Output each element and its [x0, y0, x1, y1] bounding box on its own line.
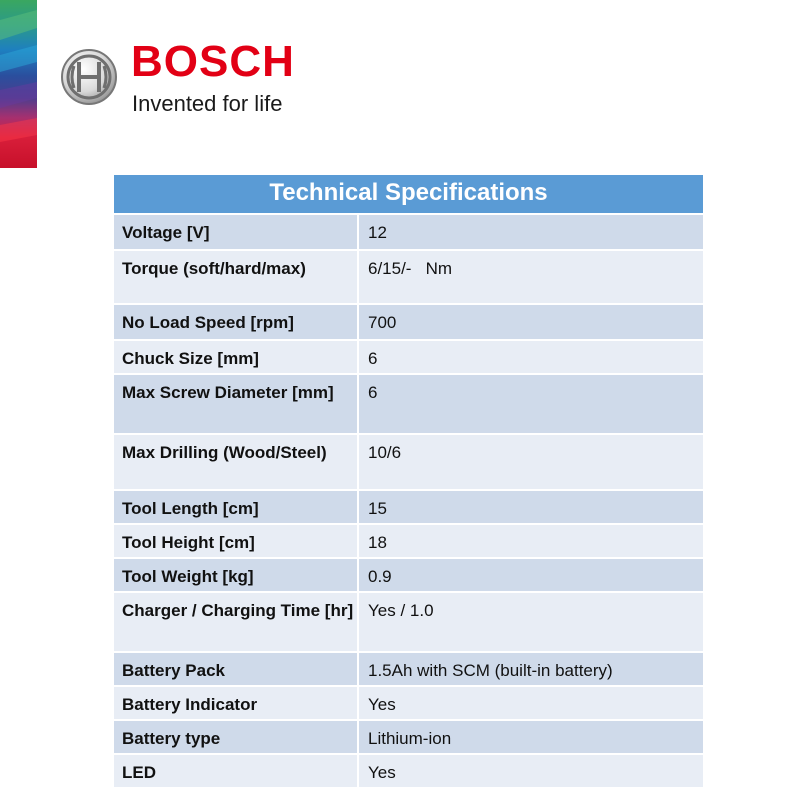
spec-label: LED: [114, 755, 359, 787]
spec-value: 0.9: [368, 567, 392, 586]
table-row: [114, 249, 703, 303]
table-row: [114, 719, 703, 753]
spec-label: Charger / Charging Time [hr]: [114, 593, 359, 651]
brand-color-stripe: [0, 0, 37, 168]
spec-label: Torque (soft/hard/max): [114, 251, 359, 303]
spec-label: Battery Pack: [114, 653, 359, 685]
spec-value: 15: [368, 499, 387, 518]
table-row: [114, 433, 703, 489]
spec-value: 6: [368, 383, 378, 402]
table-row: [114, 591, 703, 651]
spec-label: Tool Weight [kg]: [114, 559, 359, 591]
spec-value: Yes / 1.0: [368, 601, 434, 620]
spec-value: Yes: [368, 695, 396, 714]
spec-value: 700: [368, 313, 397, 332]
spec-value: 18: [368, 533, 387, 552]
table-row: [114, 303, 703, 339]
table-row: [114, 213, 703, 249]
spec-label: Tool Length [cm]: [114, 491, 359, 523]
spec-label: No Load Speed [rpm]: [114, 305, 359, 339]
spec-value: 12: [368, 223, 387, 242]
spec-label: Max Drilling (Wood/Steel): [114, 435, 359, 489]
table-row: [114, 685, 703, 719]
spec-value: 6/15/- Nm: [368, 259, 453, 278]
table-row: [114, 523, 703, 557]
spec-value: 10/6: [368, 443, 402, 462]
spec-value: 1.5Ah with SCM (built-in battery): [368, 661, 613, 680]
spec-label: Tool Height [cm]: [114, 525, 359, 557]
spec-table: [114, 175, 703, 787]
table-row: [114, 339, 703, 373]
bosch-armature-icon: [60, 48, 118, 106]
brand-slogan: Invented for life: [132, 91, 283, 116]
table-row: [114, 557, 703, 591]
spec-label: Battery type: [114, 721, 359, 753]
spec-label: Voltage [V]: [114, 215, 359, 249]
spec-table-title: Technical Specifications: [114, 175, 703, 213]
table-row: [114, 753, 703, 787]
spec-label: Chuck Size [mm]: [114, 341, 359, 373]
table-row: [114, 489, 703, 523]
spec-value: 6: [368, 349, 378, 368]
table-row: [114, 651, 703, 685]
spec-value: Lithium-ion: [368, 729, 452, 748]
spec-label: Max Screw Diameter [mm]: [114, 375, 359, 433]
spec-label: Battery Indicator: [114, 687, 359, 719]
table-row: [114, 373, 703, 433]
brand-name: BOSCH: [131, 37, 295, 86]
spec-value: Yes: [368, 763, 396, 782]
